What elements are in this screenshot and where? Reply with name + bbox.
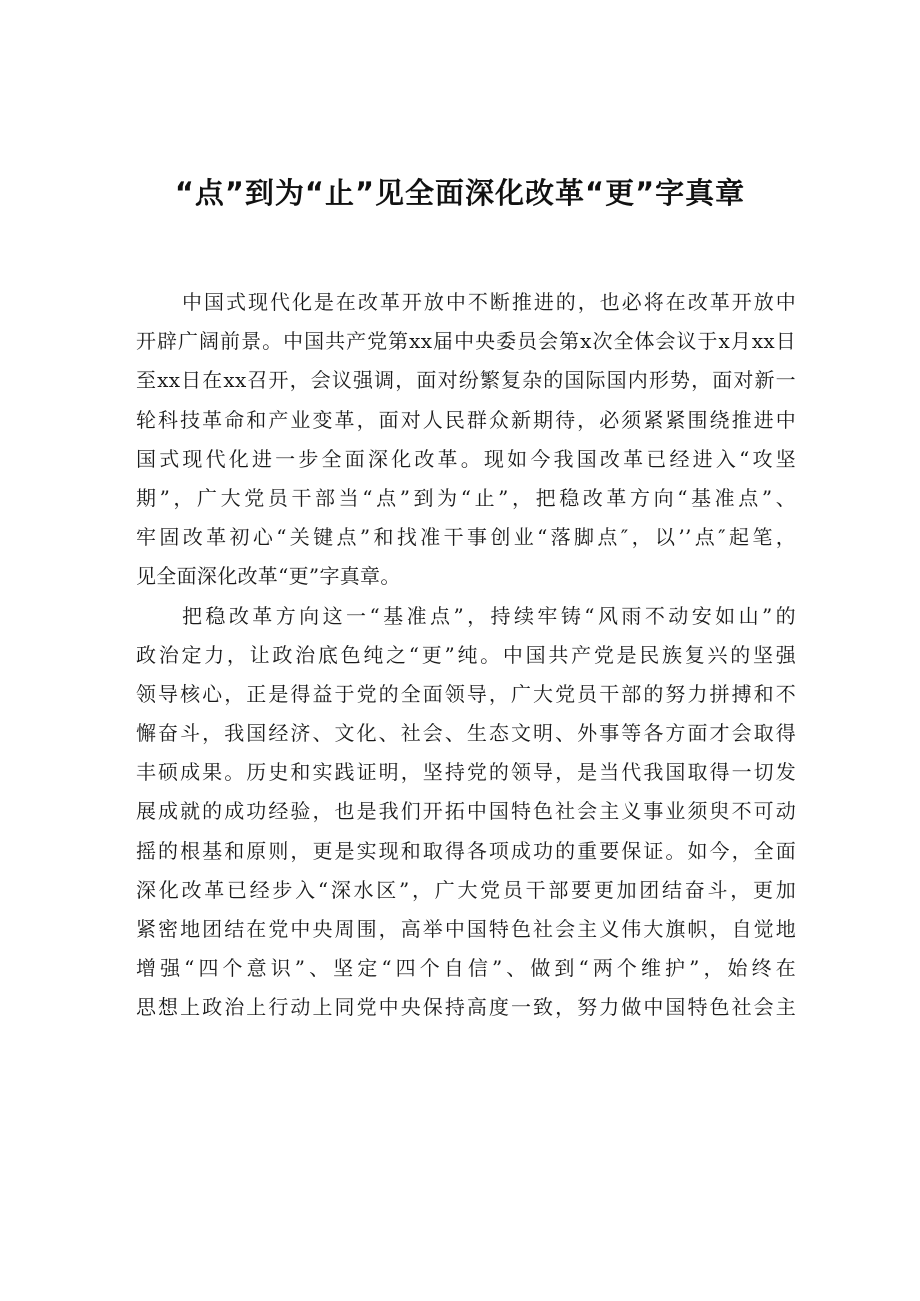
paragraph-line: 至xx日在xx召开，会议强调，面对纷繁复杂的国际国内形势，面对新一 [136,368,796,393]
paragraph-line: 懈奋斗，我国经济、文化、社会、生态文明、外事等各方面才会取得 [136,721,796,746]
paragraph-line: 紧密地团结在党中央周围，高举中国特色社会主义伟大旗帜，自觉地 [136,917,796,941]
paragraph-line: 开辟广阔前景。中国共产党第xx届中央委员会第x次全体会议于x月xx日 [136,329,796,354]
paragraph-line: 期”，广大党员干部当“点”到为“止”，把稳改革方向“基准点”、 [136,485,796,510]
paragraph-line: 中国式现代化是在改革开放中不断推进的，也必将在改革开放中 [182,290,796,314]
paragraph-line: 国式现代化进一步全面深化改革。现如今我国改革已经进入“攻坚 [136,446,796,471]
paragraph-line: 摇的根基和原则，更是实现和取得各项成功的重要保证。如今，全面 [136,838,796,863]
paragraph-line: 深化改革已经步入“深水区”，广大党员干部要更加团结奋斗，更加 [136,877,796,902]
paragraph-line: 见全面深化改革“更”字真章。 [136,564,401,589]
paragraph-line: 轮科技革命和产业变革，面对人民群众新期待，必须紧紧围绕推进中 [136,407,796,432]
document-title: “点”到为“止”见全面深化改革“更”字真章 [174,176,746,210]
paragraph-2 [136,597,796,1028]
paragraph-1 [136,283,796,597]
paragraph-line: 思想上政治上行动上同党中央保持高度一致，努力做中国特色社会主 [136,995,796,1020]
paragraph-line: 把稳改革方向这一“基准点”，持续牢铸“风雨不动安如山”的 [182,603,796,628]
paragraph-line: 牢固改革初心“关键点”和找准干事创业“落脚点″，以’’点″起笔， [136,525,796,550]
paragraph-line: 丰硕成果。历史和实践证明，坚持党的领导，是当代我国取得一切发 [136,760,796,785]
paragraph-line: 政治定力，让政治底色纯之“更”纯。中国共产党是民族复兴的坚强 [136,642,796,667]
paragraph-line: 领导核心，正是得益于党的全面领导，广大党员干部的努力拼搏和不 [136,681,796,706]
paragraph-line: 增强“四个意识”、坚定“四个自信”、做到“两个维护”，始终在 [136,956,796,981]
paragraph-line: 展成就的成功经验，也是我们开拓中国特色社会主义事业须臾不可动 [136,799,796,824]
document-body [136,283,796,1028]
